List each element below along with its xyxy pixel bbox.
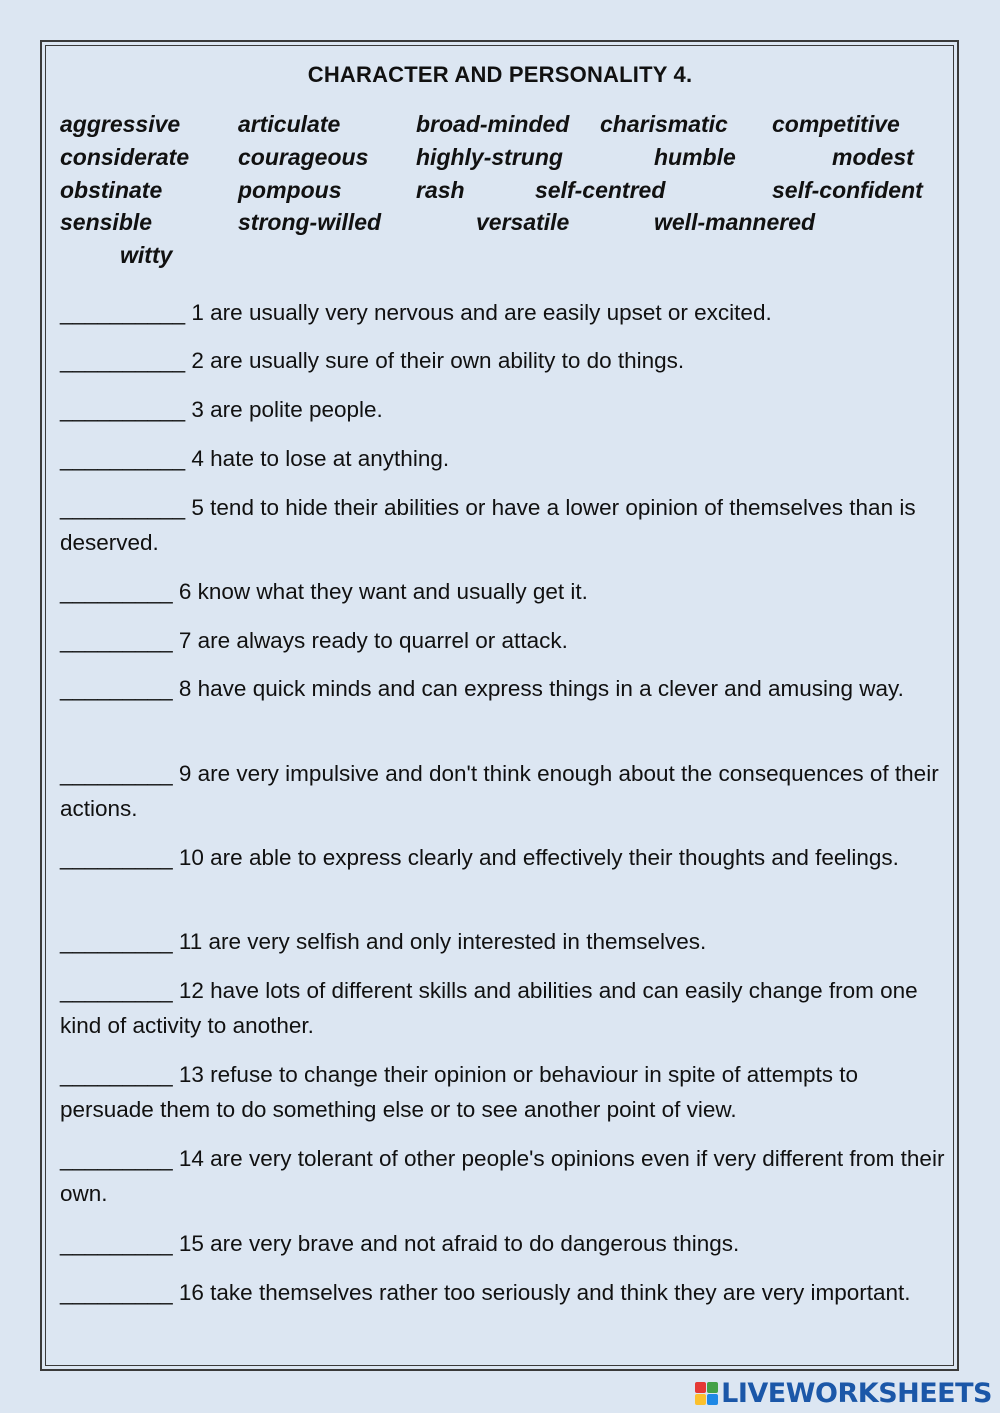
word-bank-item: charismatic bbox=[600, 111, 728, 137]
question-text: 10 are able to express clearly and effectively their thoughts and feelings. bbox=[178, 845, 899, 870]
question-item bbox=[60, 1275, 945, 1310]
answer-blank[interactable]: _________ bbox=[60, 628, 173, 653]
answer-blank[interactable]: __________ bbox=[60, 446, 186, 471]
question-item bbox=[60, 441, 945, 476]
question-item bbox=[60, 1057, 945, 1127]
question-text: 12 have lots of different skills and abilities and can easily change from one kind of activity to another. bbox=[60, 978, 918, 1038]
word-bank-item: competitive bbox=[772, 111, 900, 137]
word-bank-item: versatile bbox=[476, 209, 570, 235]
word-bank-item: witty bbox=[120, 242, 173, 268]
word-bank-item: modest bbox=[832, 144, 914, 170]
question-item bbox=[60, 973, 945, 1043]
question-item bbox=[60, 574, 945, 609]
question-text: 6 know what they want and usually get it. bbox=[178, 579, 588, 604]
word-bank-item: obstinate bbox=[60, 177, 163, 203]
question-text: 5 tend to hide their abilities or have a lower opinion of themselves than is deserved. bbox=[60, 495, 916, 555]
question-item bbox=[60, 671, 945, 706]
word-bank-item: pompous bbox=[238, 177, 342, 203]
question-text: 8 have quick minds and can express things in a clever and amusing way. bbox=[178, 676, 904, 701]
word-bank-item: strong-willed bbox=[238, 209, 382, 235]
word-bank-item: articulate bbox=[238, 111, 341, 137]
answer-blank[interactable]: _________ bbox=[60, 761, 173, 786]
answer-blank[interactable]: _________ bbox=[60, 929, 173, 954]
question-text: 1 are usually very nervous and are easily upset or excited. bbox=[191, 300, 772, 325]
logo-text: LIVEWORKSHEETS bbox=[721, 1377, 992, 1409]
question-text: 9 are very impulsive and don't think enough about the consequences of their actions. bbox=[60, 761, 939, 821]
word-bank-item: sensible bbox=[60, 209, 153, 235]
question-text: 14 are very tolerant of other people's opinions even if very different from their own. bbox=[60, 1146, 945, 1206]
answer-blank[interactable]: __________ bbox=[60, 348, 186, 373]
word-bank-item: humble bbox=[654, 144, 736, 170]
word-bank-item: aggressive bbox=[60, 111, 181, 137]
answer-blank[interactable]: _________ bbox=[60, 1062, 173, 1087]
question-text: 3 are polite people. bbox=[191, 397, 383, 422]
word-bank-item: courageous bbox=[238, 144, 369, 170]
question-item bbox=[60, 490, 945, 560]
answer-blank[interactable]: _________ bbox=[60, 1231, 173, 1256]
question-item bbox=[60, 1226, 945, 1261]
answer-blank[interactable]: _________ bbox=[60, 676, 173, 701]
question-item bbox=[60, 392, 945, 427]
logo-badge-icon bbox=[695, 1382, 718, 1405]
question-item bbox=[60, 343, 945, 378]
word-bank-item: broad-minded bbox=[416, 111, 570, 137]
question-item bbox=[60, 756, 945, 826]
question-text: 11 are very selfish and only interested in themselves. bbox=[178, 929, 707, 954]
question-text: 4 hate to lose at anything. bbox=[191, 446, 450, 471]
question-text: 2 are usually sure of their own ability to do things. bbox=[191, 348, 685, 373]
word-bank-item: rash bbox=[416, 177, 465, 203]
answer-blank[interactable]: __________ bbox=[60, 300, 186, 325]
answer-blank[interactable]: __________ bbox=[60, 495, 186, 520]
answer-blank[interactable]: _________ bbox=[60, 978, 173, 1003]
word-bank bbox=[0, 0, 1000, 280]
answer-blank[interactable]: __________ bbox=[60, 397, 186, 422]
word-bank-item: self-confident bbox=[772, 177, 923, 203]
liveworksheets-logo[interactable] bbox=[695, 1376, 992, 1410]
question-item bbox=[60, 924, 945, 959]
question-item bbox=[60, 840, 945, 875]
question-item bbox=[60, 623, 945, 658]
worksheet-title: CHARACTER AND PERSONALITY 4. bbox=[307, 62, 693, 87]
question-text: 7 are always ready to quarrel or attack. bbox=[178, 628, 568, 653]
answer-blank[interactable]: _________ bbox=[60, 579, 173, 604]
question-text: 13 refuse to change their opinion or behaviour in spite of attempts to persuade them to do something else or to see another point of view. bbox=[60, 1062, 859, 1122]
word-bank-item: highly-strung bbox=[416, 144, 563, 170]
word-bank-item: considerate bbox=[60, 144, 190, 170]
answer-blank[interactable]: _________ bbox=[60, 1146, 173, 1171]
question-text: 16 take themselves rather too seriously and think they are very important. bbox=[178, 1280, 911, 1305]
question-text: 15 are very brave and not afraid to do dangerous things. bbox=[178, 1231, 740, 1256]
word-bank-item: self-centred bbox=[535, 177, 666, 203]
answer-blank[interactable]: _________ bbox=[60, 845, 173, 870]
question-item bbox=[60, 295, 945, 330]
question-item bbox=[60, 1141, 945, 1211]
answer-blank[interactable]: _________ bbox=[60, 1280, 173, 1305]
word-bank-item: well-mannered bbox=[654, 209, 816, 235]
